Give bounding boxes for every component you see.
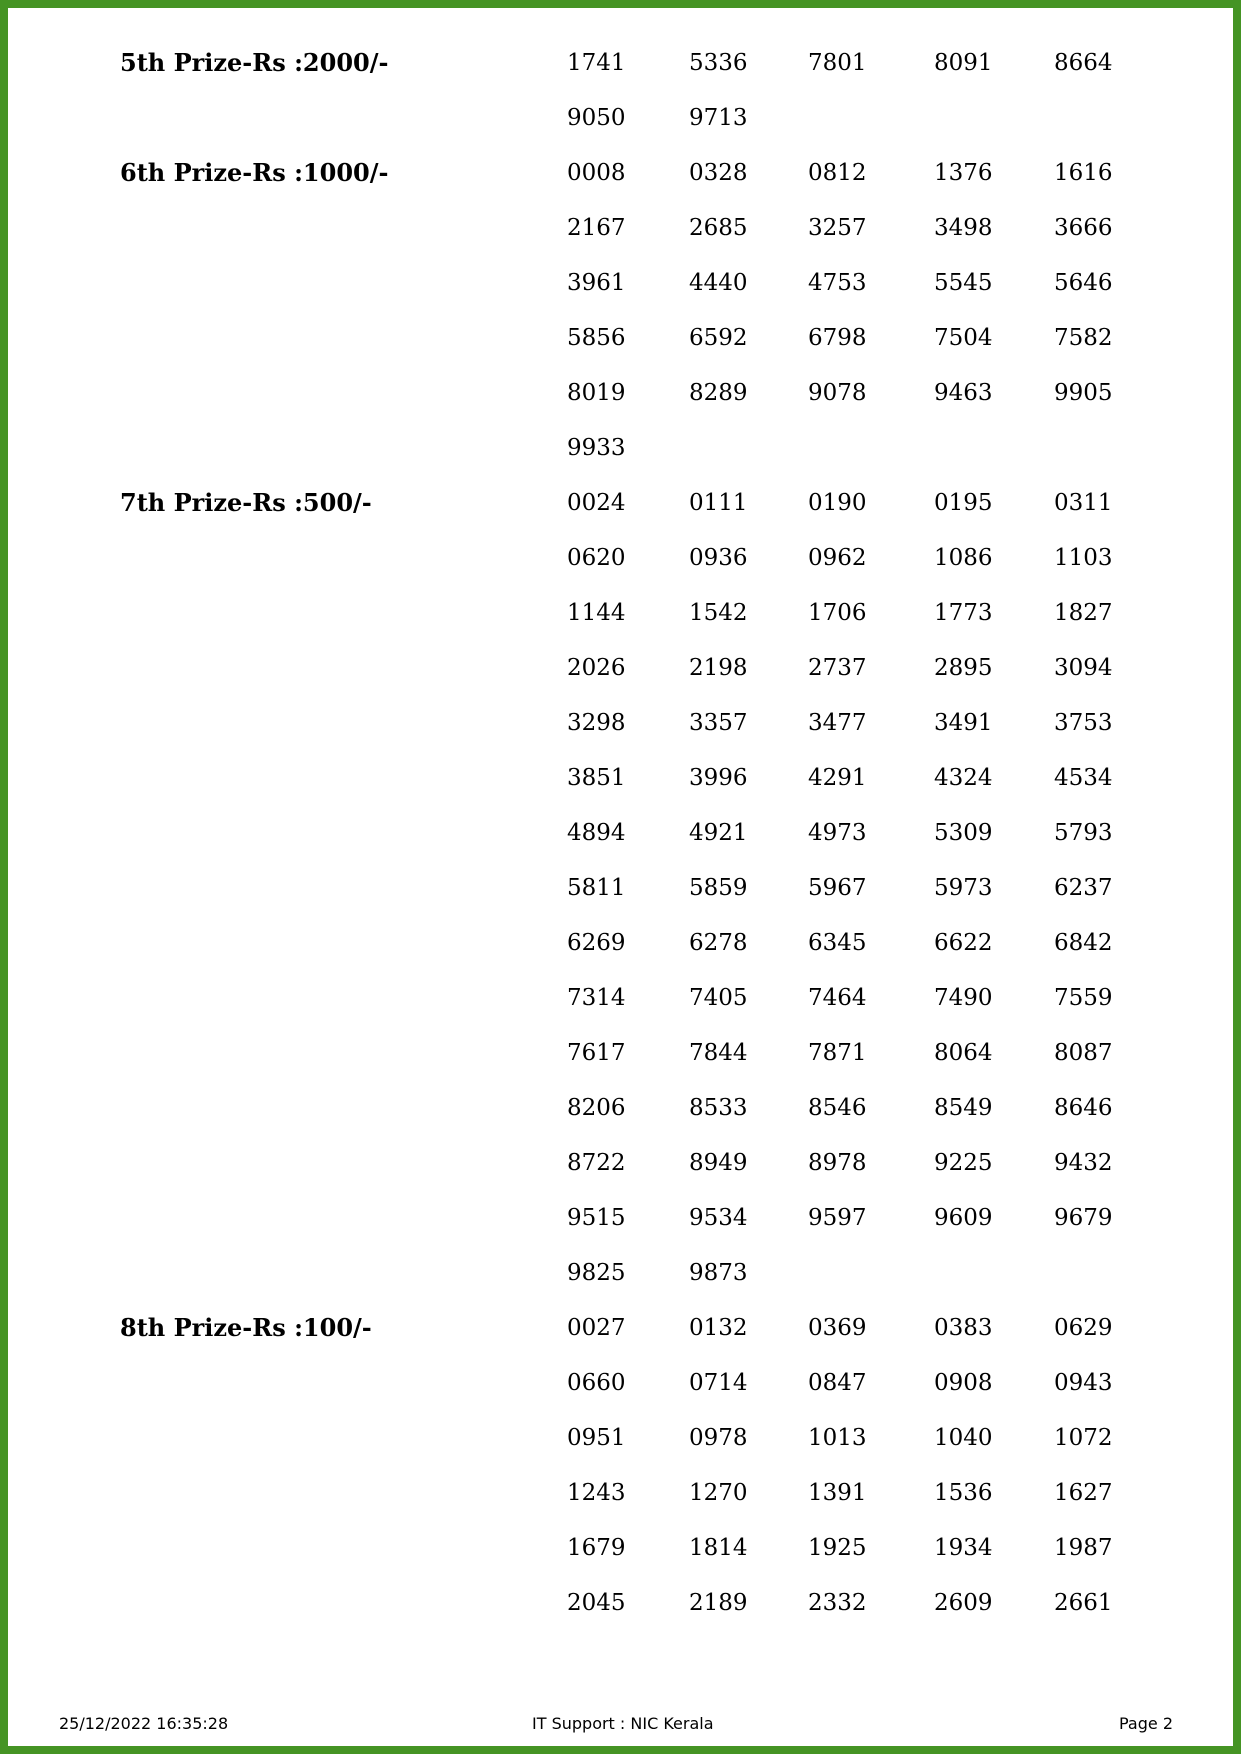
winning-number: 0111	[689, 490, 748, 516]
winning-number: 3851	[567, 765, 626, 791]
winning-number: 0943	[1054, 1370, 1113, 1396]
prize-label: 6th Prize-Rs :1000/-	[120, 158, 389, 187]
winning-number: 5646	[1054, 270, 1113, 296]
winning-number: 5545	[934, 270, 993, 296]
winning-number: 4291	[808, 765, 867, 791]
winning-number: 7405	[689, 985, 748, 1011]
winning-number: 7559	[1054, 985, 1113, 1011]
prize-label: 5th Prize-Rs :2000/-	[120, 48, 389, 77]
winning-number: 3498	[934, 215, 993, 241]
winning-number: 2895	[934, 655, 993, 681]
winning-number: 3491	[934, 710, 993, 736]
winning-number: 1773	[934, 600, 993, 626]
winning-number: 4973	[808, 820, 867, 846]
winning-number: 3477	[808, 710, 867, 736]
winning-number: 6278	[689, 930, 748, 956]
winning-number: 7844	[689, 1040, 748, 1066]
winning-number: 1741	[567, 50, 626, 76]
winning-number: 8546	[808, 1095, 867, 1121]
winning-number: 2167	[567, 215, 626, 241]
winning-number: 0328	[689, 160, 748, 186]
winning-number: 0962	[808, 545, 867, 571]
winning-number: 6345	[808, 930, 867, 956]
winning-number: 1243	[567, 1480, 626, 1506]
winning-number: 0027	[567, 1315, 626, 1341]
winning-number: 6842	[1054, 930, 1113, 956]
winning-number: 2198	[689, 655, 748, 681]
winning-number: 1627	[1054, 1480, 1113, 1506]
winning-number: 0629	[1054, 1315, 1113, 1341]
winning-number: 7464	[808, 985, 867, 1011]
winning-number: 2685	[689, 215, 748, 241]
winning-number: 9463	[934, 380, 993, 406]
winning-number: 1542	[689, 600, 748, 626]
winning-number: 9905	[1054, 380, 1113, 406]
winning-number: 8289	[689, 380, 748, 406]
winning-number: 5309	[934, 820, 993, 846]
winning-number: 9597	[808, 1205, 867, 1231]
winning-number: 8533	[689, 1095, 748, 1121]
winning-number: 3666	[1054, 215, 1113, 241]
winning-number: 6269	[567, 930, 626, 956]
footer-support: IT Support : NIC Kerala	[532, 1714, 714, 1733]
winning-number: 2332	[808, 1590, 867, 1616]
winning-number: 8646	[1054, 1095, 1113, 1121]
winning-number: 1040	[934, 1425, 993, 1451]
winning-number: 7504	[934, 325, 993, 351]
winning-number: 4894	[567, 820, 626, 846]
winning-number: 2661	[1054, 1590, 1113, 1616]
winning-number: 0195	[934, 490, 993, 516]
winning-number: 1706	[808, 600, 867, 626]
winning-number: 3094	[1054, 655, 1113, 681]
winning-number: 7617	[567, 1040, 626, 1066]
winning-number: 9609	[934, 1205, 993, 1231]
winning-number: 0311	[1054, 490, 1113, 516]
winning-number: 2609	[934, 1590, 993, 1616]
winning-number: 1072	[1054, 1425, 1113, 1451]
winning-number: 3753	[1054, 710, 1113, 736]
winning-number: 9078	[808, 380, 867, 406]
winning-number: 9873	[689, 1260, 748, 1286]
winning-number: 7582	[1054, 325, 1113, 351]
winning-number: 0620	[567, 545, 626, 571]
winning-number: 1013	[808, 1425, 867, 1451]
winning-number: 9713	[689, 105, 748, 131]
winning-number: 5793	[1054, 820, 1113, 846]
winning-number: 5973	[934, 875, 993, 901]
winning-number: 9534	[689, 1205, 748, 1231]
winning-number: 1616	[1054, 160, 1113, 186]
winning-number: 6798	[808, 325, 867, 351]
winning-number: 0369	[808, 1315, 867, 1341]
winning-number: 1827	[1054, 600, 1113, 626]
winning-number: 5859	[689, 875, 748, 901]
winning-number: 0978	[689, 1425, 748, 1451]
winning-number: 8664	[1054, 50, 1113, 76]
winning-number: 5967	[808, 875, 867, 901]
winning-number: 3961	[567, 270, 626, 296]
winning-number: 1103	[1054, 545, 1113, 571]
winning-number: 8549	[934, 1095, 993, 1121]
winning-number: 2189	[689, 1590, 748, 1616]
winning-number: 8064	[934, 1040, 993, 1066]
winning-number: 8019	[567, 380, 626, 406]
winning-number: 0812	[808, 160, 867, 186]
winning-number: 6237	[1054, 875, 1113, 901]
winning-number: 3357	[689, 710, 748, 736]
winning-number: 0190	[808, 490, 867, 516]
winning-number: 4921	[689, 820, 748, 846]
winning-number: 0660	[567, 1370, 626, 1396]
winning-number: 0714	[689, 1370, 748, 1396]
footer-timestamp: 25/12/2022 16:35:28	[59, 1714, 229, 1733]
winning-number: 9933	[567, 435, 626, 461]
winning-number: 2737	[808, 655, 867, 681]
winning-number: 0908	[934, 1370, 993, 1396]
winning-number: 0847	[808, 1370, 867, 1396]
winning-number: 9050	[567, 105, 626, 131]
winning-number: 6622	[934, 930, 993, 956]
winning-number: 4324	[934, 765, 993, 791]
winning-number: 1679	[567, 1535, 626, 1561]
winning-number: 9515	[567, 1205, 626, 1231]
prize-label: 8th Prize-Rs :100/-	[120, 1313, 372, 1342]
winning-number: 1391	[808, 1480, 867, 1506]
winning-number: 1376	[934, 160, 993, 186]
winning-number: 3996	[689, 765, 748, 791]
winning-number: 1934	[934, 1535, 993, 1561]
winning-number: 7490	[934, 985, 993, 1011]
winning-number: 9679	[1054, 1205, 1113, 1231]
winning-number: 9225	[934, 1150, 993, 1176]
winning-number: 1536	[934, 1480, 993, 1506]
winning-number: 9825	[567, 1260, 626, 1286]
winning-number: 6592	[689, 325, 748, 351]
winning-number: 8949	[689, 1150, 748, 1176]
winning-number: 4753	[808, 270, 867, 296]
winning-number: 0008	[567, 160, 626, 186]
winning-number: 8722	[567, 1150, 626, 1176]
winning-number: 2026	[567, 655, 626, 681]
footer-page-number: Page 2	[1119, 1714, 1173, 1733]
winning-number: 0132	[689, 1315, 748, 1341]
winning-number: 1144	[567, 600, 626, 626]
winning-number: 7314	[567, 985, 626, 1011]
winning-number: 9432	[1054, 1150, 1113, 1176]
winning-number: 7801	[808, 50, 867, 76]
winning-number: 3298	[567, 710, 626, 736]
winning-number: 2045	[567, 1590, 626, 1616]
winning-number: 5856	[567, 325, 626, 351]
winning-number: 8087	[1054, 1040, 1113, 1066]
winning-number: 7871	[808, 1040, 867, 1066]
winning-number: 0383	[934, 1315, 993, 1341]
winning-number: 4534	[1054, 765, 1113, 791]
winning-number: 3257	[808, 215, 867, 241]
winning-number: 1086	[934, 545, 993, 571]
winning-number: 1925	[808, 1535, 867, 1561]
prize-label: 7th Prize-Rs :500/-	[120, 488, 372, 517]
winning-number: 4440	[689, 270, 748, 296]
winning-number: 1987	[1054, 1535, 1113, 1561]
winning-number: 5336	[689, 50, 748, 76]
winning-number: 1814	[689, 1535, 748, 1561]
winning-number: 8206	[567, 1095, 626, 1121]
winning-number: 5811	[567, 875, 626, 901]
winning-number: 0024	[567, 490, 626, 516]
winning-number: 0936	[689, 545, 748, 571]
winning-number: 8978	[808, 1150, 867, 1176]
winning-number: 1270	[689, 1480, 748, 1506]
winning-number: 8091	[934, 50, 993, 76]
winning-number: 0951	[567, 1425, 626, 1451]
